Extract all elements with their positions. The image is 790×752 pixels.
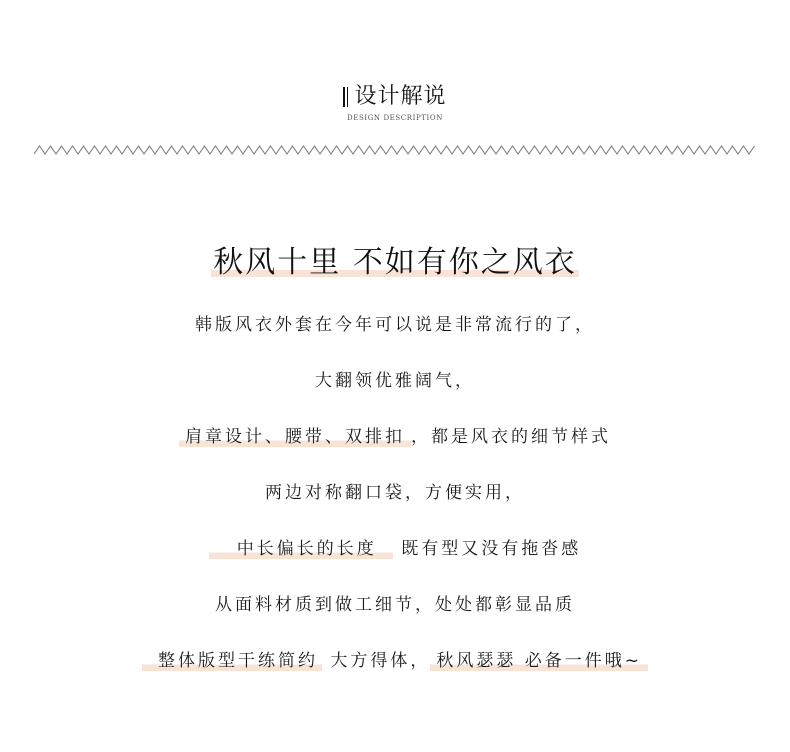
text-line-5-rest: 既有型又没有拖沓感 — [392, 539, 582, 559]
text-line-6 — [0, 592, 790, 618]
section-title — [343, 82, 446, 112]
zigzag-divider — [34, 143, 756, 157]
headline-part1: 秋风十里 — [213, 245, 342, 280]
text-line-2-text: 大翻领优雅阔气， — [315, 371, 475, 391]
text-line-3 — [0, 424, 790, 450]
text-line-4-text: 两边对称翻口袋，方便实用， — [265, 483, 525, 503]
text-line-7-highlighted-b-text: 秋风瑟瑟 必备一件哦 — [436, 651, 625, 671]
text-line-3-highlighted: 肩章设计、腰带、双排扣 — [179, 427, 411, 447]
text-line-5 — [0, 536, 790, 562]
text-line-7-tilde: ~ — [624, 651, 643, 671]
text-line-7-highlighted-a: 整体版型干练简约 — [142, 651, 322, 671]
section-header — [0, 82, 790, 122]
text-line-4 — [0, 480, 790, 506]
text-line-6-text: 从面料材质到做工细节，处处都彰显品质 — [215, 595, 575, 615]
text-line-7-highlighted-b — [430, 651, 648, 671]
text-line-7-middle: 大方得体， — [321, 651, 431, 671]
section-title-text: 设计解说 — [354, 84, 447, 109]
text-line-7 — [0, 648, 790, 674]
title-bars-icon — [343, 87, 348, 107]
headline — [0, 243, 790, 283]
text-line-2 — [0, 368, 790, 394]
section-subtitle: DESIGN DESCRIPTION — [347, 114, 443, 122]
headline-part2: 不如有你之风衣 — [352, 245, 577, 280]
text-line-5-highlighted: 中长偏长的长度 — [209, 539, 393, 559]
text-line-3-rest: ，都是风衣的细节样式 — [411, 427, 611, 447]
headline-highlighted — [211, 245, 579, 280]
text-line-1-text: 韩版风衣外套在今年可以说是非常流行的了， — [195, 315, 595, 335]
text-line-1 — [0, 312, 790, 338]
